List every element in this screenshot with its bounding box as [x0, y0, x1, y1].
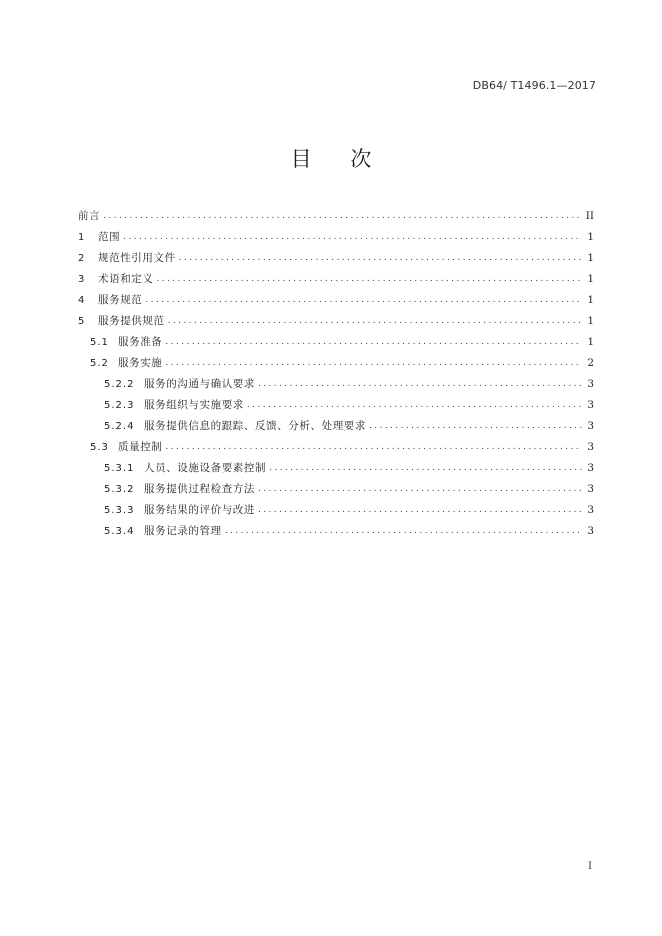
- toc-entry-page: 3: [587, 420, 594, 432]
- toc-entry[interactable]: [78, 517, 594, 538]
- toc-entry-page: 1: [587, 294, 594, 306]
- toc-entry-title: 服务提供信息的跟踪、反馈、分析、处理要求: [144, 420, 366, 432]
- toc-entry-page: 3: [587, 525, 594, 537]
- toc-entry-page: 3: [587, 483, 594, 495]
- toc-entry[interactable]: [78, 370, 594, 391]
- dot-leader: [168, 315, 582, 328]
- toc-entry-title: 服务结果的评价与改进: [144, 504, 255, 516]
- dot-leader: [225, 525, 582, 538]
- toc-entry[interactable]: [78, 202, 594, 223]
- toc-entry[interactable]: [78, 244, 594, 265]
- toc-entry-page: 1: [587, 315, 594, 327]
- toc-entry-title: 范围: [98, 231, 121, 243]
- toc-entry[interactable]: [78, 328, 594, 349]
- toc-entry[interactable]: [78, 223, 594, 244]
- toc-entry-title: 服务提供过程检查方法: [144, 483, 255, 495]
- dot-leader: [165, 357, 582, 370]
- dot-leader: [103, 210, 582, 223]
- toc-entry-page: 1: [587, 273, 594, 285]
- toc-entry[interactable]: [78, 454, 594, 475]
- toc-entry-number: 3: [78, 274, 86, 285]
- toc-entry-number: 5.2.4: [104, 421, 135, 432]
- table-of-contents: [78, 202, 594, 538]
- toc-entry[interactable]: [78, 412, 594, 433]
- toc-entry[interactable]: [78, 265, 594, 286]
- toc-entry-title: 服务记录的管理: [144, 525, 222, 537]
- toc-entry-page: 2: [587, 357, 594, 369]
- toc-entry-title: 服务的沟通与确认要求: [144, 378, 255, 390]
- toc-entry-title: 服务提供规范: [98, 315, 165, 327]
- toc-entry[interactable]: [78, 433, 594, 454]
- toc-entry-number: 5.2.2: [104, 379, 135, 390]
- toc-entry-page: 1: [587, 336, 594, 348]
- dot-leader: [258, 504, 582, 517]
- dot-leader: [179, 252, 582, 265]
- dot-leader: [165, 441, 582, 454]
- dot-leader: [258, 378, 582, 391]
- toc-entry-number: 5.1: [90, 337, 109, 348]
- toc-entry-title: 术语和定义: [98, 273, 154, 285]
- dot-leader: [165, 336, 582, 349]
- toc-entry-title: 服务实施: [118, 357, 163, 369]
- toc-entry-page: 1: [587, 231, 594, 243]
- toc-entry[interactable]: [78, 286, 594, 307]
- toc-entry[interactable]: [78, 391, 594, 412]
- toc-entry-title: 服务准备: [118, 336, 163, 348]
- toc-entry-number: 5.2: [90, 358, 109, 369]
- toc-entry-title: 人员、设施设备要素控制: [144, 462, 267, 474]
- toc-entry-page: 3: [587, 378, 594, 390]
- toc-entry-page: 3: [587, 441, 594, 453]
- toc-entry-title: 质量控制: [118, 441, 163, 453]
- toc-entry-number: 5.3.3: [104, 505, 135, 516]
- toc-entry-page: 3: [587, 399, 594, 411]
- toc-entry[interactable]: [78, 475, 594, 496]
- dot-leader: [369, 420, 582, 433]
- toc-entry[interactable]: [78, 496, 594, 517]
- toc-entry-title: 服务规范: [98, 294, 143, 306]
- toc-entry-page: 1: [587, 252, 594, 264]
- dot-leader: [258, 483, 582, 496]
- toc-entry-title: 前言: [78, 210, 101, 222]
- toc-entry-page: 3: [587, 462, 594, 474]
- toc-entry-number: 5.3.2: [104, 484, 135, 495]
- toc-entry-number: 5: [78, 316, 86, 327]
- dot-leader: [145, 294, 582, 307]
- page-number: I: [588, 861, 592, 872]
- toc-entry-number: 5.3: [90, 442, 109, 453]
- dot-leader: [269, 462, 582, 475]
- toc-entry[interactable]: [78, 349, 594, 370]
- toc-entry-title: 服务组织与实施要求: [144, 399, 244, 411]
- toc-entry-number: 4: [78, 295, 86, 306]
- toc-entry-page: II: [585, 210, 594, 222]
- toc-heading: 目 次: [290, 147, 388, 171]
- toc-entry-page: 3: [587, 504, 594, 516]
- document-code: DB64/ T1496.1—2017: [472, 79, 596, 92]
- toc-entry-number: 5.2.3: [104, 400, 135, 411]
- toc-entry-number: 1: [78, 232, 86, 243]
- dot-leader: [247, 399, 582, 412]
- dot-leader: [157, 273, 583, 286]
- toc-entry[interactable]: [78, 307, 594, 328]
- toc-entry-number: 5.3.1: [104, 463, 135, 474]
- toc-entry-number: 5.3.4: [104, 526, 135, 537]
- dot-leader: [123, 231, 582, 244]
- toc-entry-number: 2: [78, 253, 86, 264]
- toc-entry-title: 规范性引用文件: [98, 252, 176, 264]
